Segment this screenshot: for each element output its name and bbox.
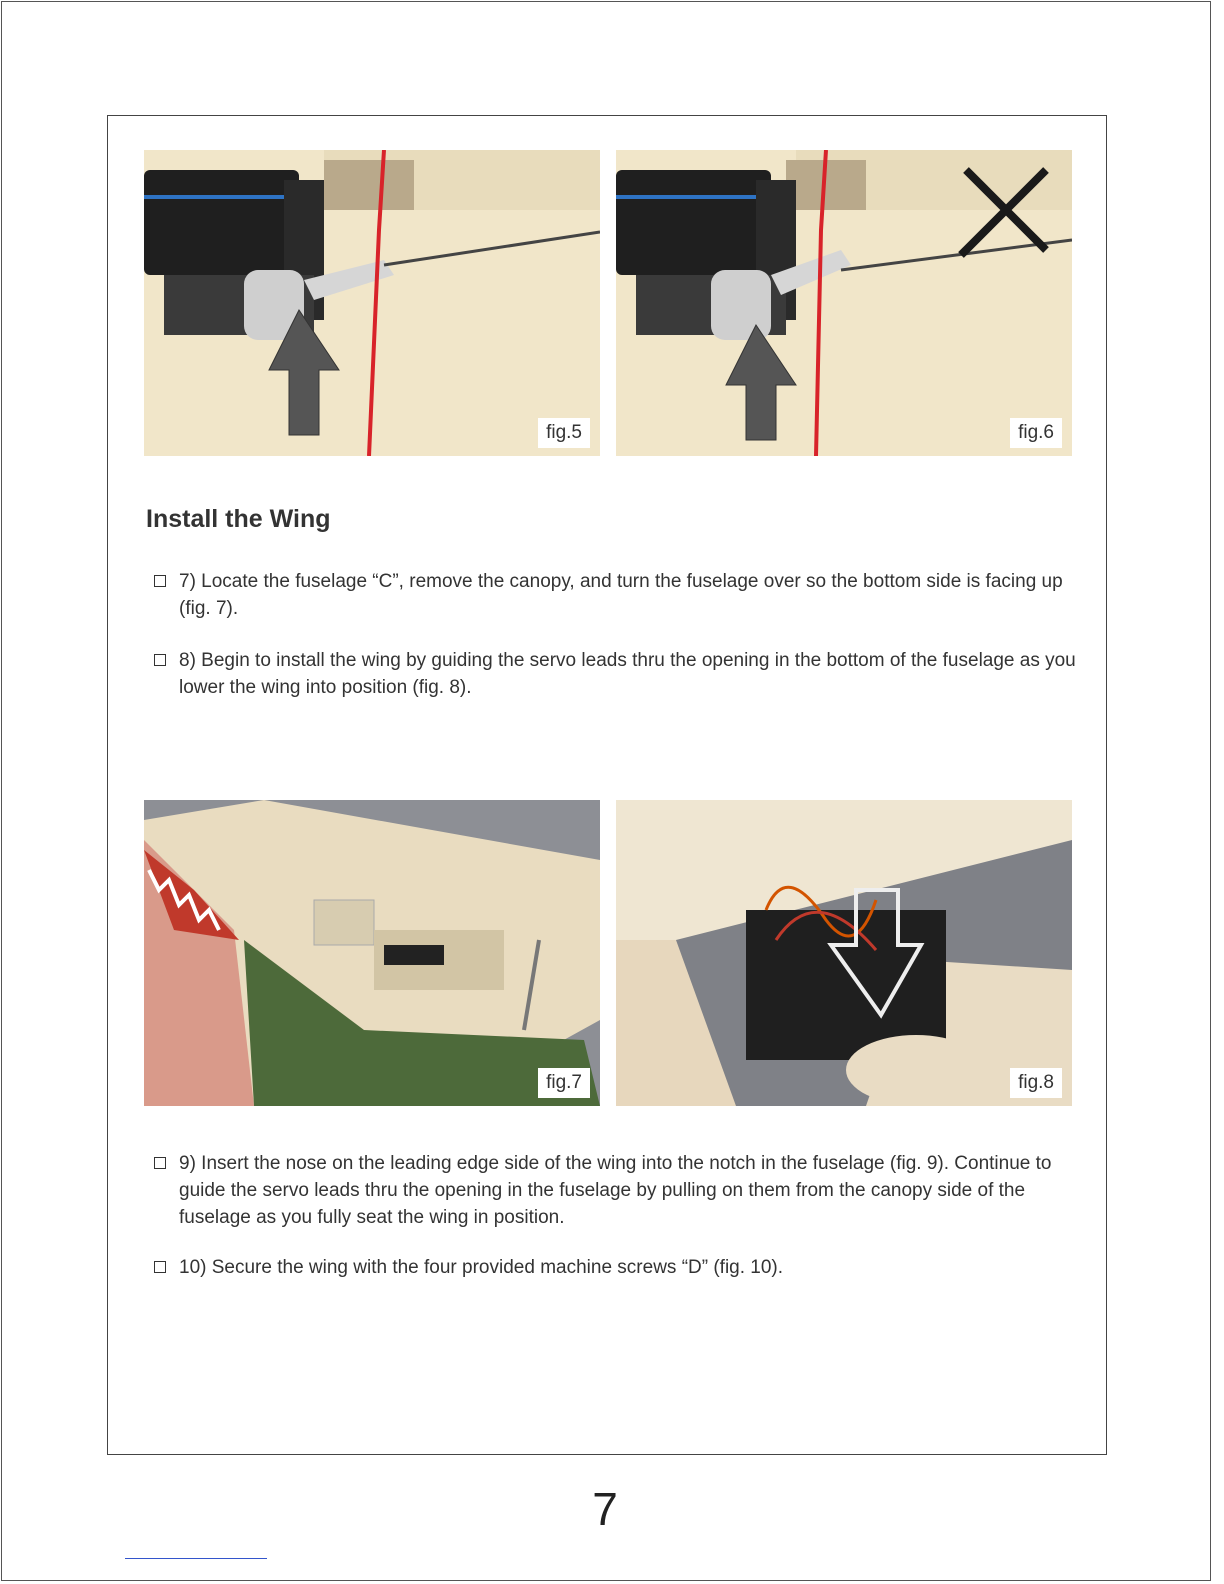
- checklist-step-9: [154, 1150, 1084, 1231]
- checkbox-icon: [154, 654, 166, 666]
- step-text: 10) Secure the wing with the four provided machine screws “D” (fig. 10).: [179, 1257, 784, 1278]
- step-text: 7) Locate the fuselage “C”, remove the canopy, and turn the fuselage over so the bottom side is facing up (fig. 7).: [179, 571, 1063, 619]
- checklist-step-7: [154, 568, 1084, 622]
- checkbox-icon: [154, 575, 166, 587]
- fig-label: fig.7: [538, 1068, 590, 1098]
- step-text: 8) Begin to install the wing by guiding the servo leads thru the opening in the bottom of the fuselage as you lower the wing into position (fig. 8).: [179, 650, 1076, 698]
- section-title: Install the Wing: [146, 505, 331, 533]
- photo-fig5: [144, 150, 600, 456]
- checklist-step-8: [154, 647, 1084, 701]
- fig-label: fig.5: [538, 418, 590, 448]
- photo-fig7: [144, 800, 600, 1106]
- step-text: 9) Insert the nose on the leading edge side of the wing into the notch in the fuselage (fig. 9). Continue to guide the servo leads thru the opening in the fuselage by pulling on them from the canopy side of the fuselage as you fully seat the wing in position.: [179, 1153, 1052, 1228]
- fig-label: fig.6: [1010, 418, 1062, 448]
- photo-fig6: [616, 150, 1072, 456]
- page-number: 7: [592, 1483, 618, 1535]
- photo-fig8: [616, 800, 1072, 1106]
- footer-rule: [125, 1558, 267, 1559]
- servo-linkage-incorrect-image: [616, 150, 1072, 456]
- fig-label: fig.8: [1010, 1068, 1062, 1098]
- wing-install-image: [616, 800, 1072, 1106]
- fuselage-upside-down-image: [144, 800, 600, 1106]
- servo-linkage-correct-image: [144, 150, 600, 456]
- checkbox-icon: [154, 1157, 166, 1169]
- checkbox-icon: [154, 1261, 166, 1273]
- checklist-step-10: [154, 1254, 1084, 1281]
